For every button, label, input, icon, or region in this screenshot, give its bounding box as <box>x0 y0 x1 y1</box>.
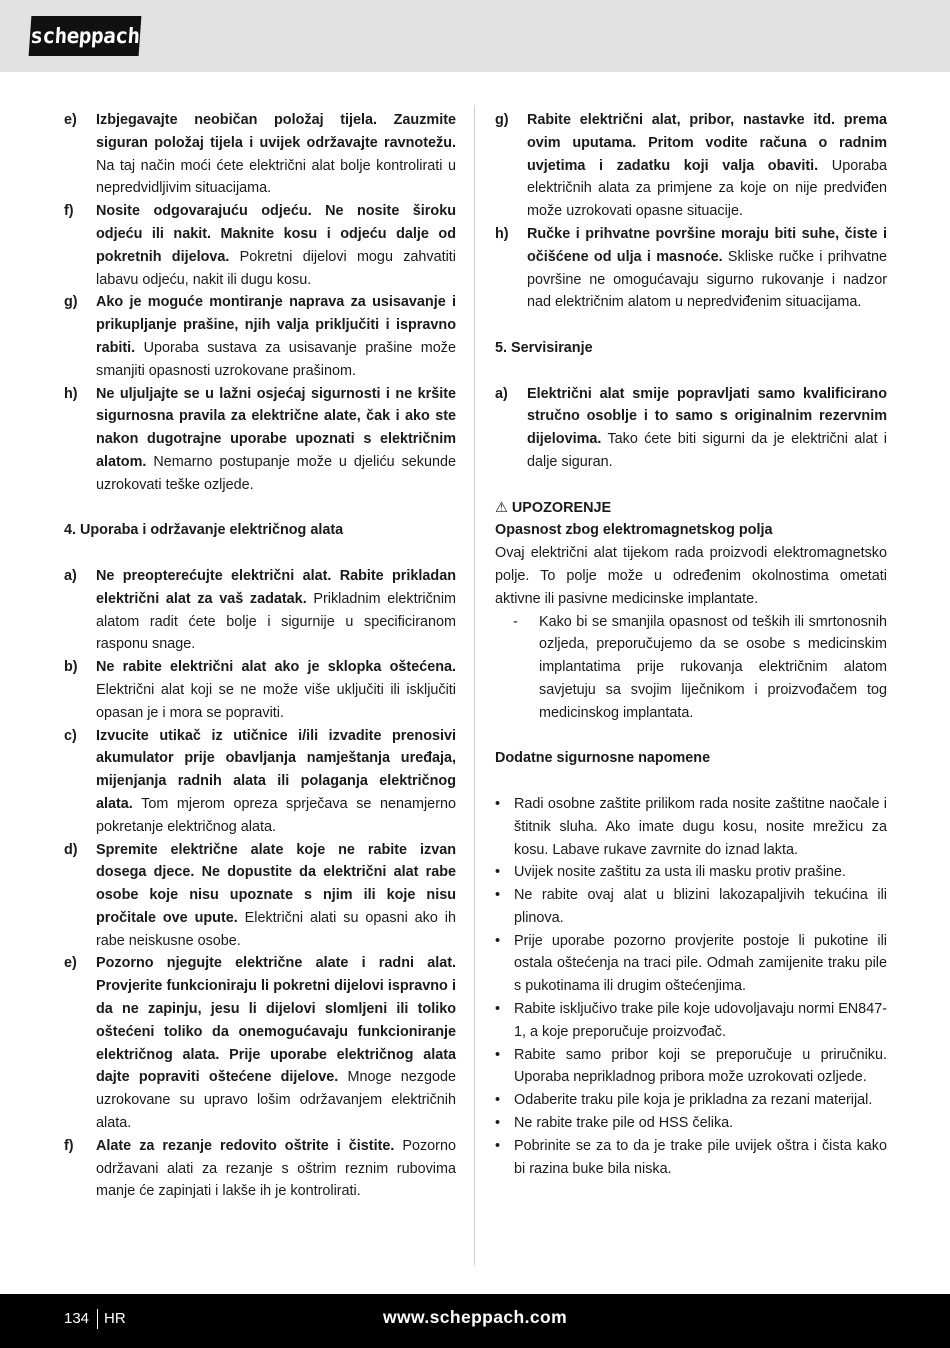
logo-text: scheppach <box>29 24 141 48</box>
item-bold-text: Električni alat smije popravljati samo kvalificirano stručno osoblje i to samo s originalnim rezervnim dijelovima. <box>527 385 887 448</box>
item-bold-text: Alate za rezanje redovito oštrite i čistite. <box>96 1137 395 1154</box>
page-number: 134 <box>64 1310 90 1327</box>
bullet-text: Rabite isključivo trake pile koje udovoljavaju normi EN847-1, a koje preporučuje proizvođač. <box>514 1001 887 1040</box>
bullet-marker: • <box>495 1137 501 1154</box>
right-items-a <box>495 109 887 314</box>
item-marker: a) <box>64 567 77 584</box>
bullet-text: Ne rabite trake pile od HSS čelika. <box>514 1115 734 1132</box>
item-normal-text: Na taj način moći ćete električni alat bolje kontrolirati u nepredvidljivim situacijama. <box>96 157 456 197</box>
list-item <box>64 565 456 656</box>
list-item <box>64 725 456 839</box>
item-bold-text: Pozorno njegujte električne alate i radni alat. Provjerite funkcioniraju li pokretni dijelovi ispravno i da ne zapinju, jesu li dijelovi slomljeni ili toliko oštećeni toliko da onemogućavaju funkcioniranje električnog alata. Prije uporabe električnog alata dajte popraviti oštećene dijelove. <box>96 955 456 1086</box>
bullet-item <box>495 793 887 861</box>
spacer <box>495 314 887 337</box>
spacer <box>495 360 887 383</box>
item-text <box>96 1135 456 1203</box>
dash-marker: - <box>513 613 518 630</box>
item-normal-text: Uporaba sustava za usisavanje prašine može smanjiti opasnosti uzrokovane prašinom. <box>96 339 456 379</box>
item-marker: c) <box>64 727 77 744</box>
item-text <box>96 839 456 953</box>
left-items-b <box>64 565 456 1203</box>
bullet-marker: • <box>495 1115 501 1132</box>
item-normal-text: Skliske ručke i prihvatne površine ne omogućavaju sigurno rukovanje i nadzor nad električnim alatom u nepredviđenim situacijama. <box>527 248 887 311</box>
list-item <box>495 109 887 223</box>
item-bold-text: Ako je moguće montiranje naprava za usisavanje i prikupljanje prašine, njih valja priključiti i ispravno rabiti. <box>96 294 456 356</box>
website-link[interactable]: www.scheppach.com <box>382 1307 568 1327</box>
bullet-item <box>495 930 887 998</box>
bullet-list <box>495 793 887 1181</box>
item-marker: h) <box>64 385 78 402</box>
item-text <box>96 656 456 724</box>
item-text <box>527 109 887 223</box>
item-text <box>527 383 887 474</box>
item-text <box>96 200 456 291</box>
list-item <box>495 383 887 474</box>
bullet-text: Radi osobne zaštite prilikom rada nosite zaštitne naočale i štitnik sluha. Ako imate dugu kosu, nosite mrežicu za kosu. Labave rukave zavrnite do iznad lakta. <box>514 795 887 858</box>
bullet-marker: • <box>495 1092 501 1109</box>
warning-dash-item <box>513 611 887 725</box>
bullet-item <box>495 998 887 1044</box>
item-text <box>527 223 887 314</box>
bullet-marker: • <box>495 887 501 904</box>
item-normal-text: Nemarno postupanje može u djeliću sekunde uzrokovati teške ozljede. <box>96 453 456 493</box>
item-normal-text: Pozorno održavani alati za rezanje s oštrim reznim rubovima manje će zapinjati i lakše ih je kontrolirati. <box>96 1137 456 1200</box>
bullet-marker: • <box>495 932 501 949</box>
header-bar <box>0 0 950 72</box>
spacer <box>495 770 887 793</box>
bullet-marker: • <box>495 1001 501 1018</box>
item-text <box>96 565 456 656</box>
item-bold-text: Izbjegavajte neobičan položaj tijela. Zauzmite siguran položaj tijela i uvijek održavajte ravnotežu. <box>96 112 456 151</box>
dash-text: Kako bi se smanjila opasnost od teških ili smrtonosnih ozljeda, preporučujemo da se osobe s medicinskim implantatima prije rukovanja električnim alatom savjetuju sa svojim liječnikom i proizvođačem tog medicinskog implantata. <box>539 613 887 721</box>
right-column <box>495 109 887 1180</box>
bullet-text: Prije uporabe pozorno provjerite postoje li pukotine ili ostala oštećenja na traci pile. Odmah zamijenite traku pile s pukotinama ili drugim oštećenjima. <box>514 932 887 995</box>
item-text <box>96 291 456 382</box>
list-item <box>64 952 456 1134</box>
list-item <box>64 656 456 724</box>
additional-safety-title: Dodatne sigurnosne napomene <box>495 750 711 767</box>
section-5-title: 5. Servisiranje <box>495 339 593 356</box>
item-text <box>96 952 456 1134</box>
item-marker: h) <box>495 225 509 242</box>
item-normal-text: Uporaba električnih alata za primjene za koje on nije predviđen može uzrokovati opasne situacije. <box>527 157 887 220</box>
item-text <box>96 383 456 497</box>
list-item <box>64 200 456 291</box>
bullet-item <box>495 884 887 930</box>
item-normal-text: Pokretni dijelovi mogu zahvatiti labavu odjeću, nakit ili dugu kosu. <box>96 248 456 288</box>
item-bold-text: Nosite odgovarajuću odjeću. Ne nosite široku odjeću ili nakit. Maknite kosu i odjeću dalje od pokretnih dijelova. <box>96 203 456 265</box>
bullet-marker: • <box>495 1046 501 1063</box>
brand-logo <box>29 16 142 56</box>
item-normal-text: Prikladnim električnim alatom radit ćete bolje i sigurnije u specificiranom rasponu snage. <box>96 590 456 653</box>
item-marker: g) <box>495 112 509 128</box>
list-item <box>64 109 456 200</box>
item-normal-text: Tom mjerom opreza sprječava se nenamjerno pokretanje električnog alata. <box>96 795 456 835</box>
spacer <box>64 497 456 520</box>
bullet-text: Rabite samo pribor koji se preporučuje u priručniku. Uporaba neprikladnog pribora može uzrokovati ozljede. <box>514 1046 887 1086</box>
bullet-marker: • <box>495 864 501 881</box>
item-marker: a) <box>495 385 508 402</box>
bullet-text: Pobrinite se za to da je trake pile uvijek oštra i čista kako bi razina buke bila niska. <box>514 1137 887 1177</box>
item-marker: g) <box>64 294 78 311</box>
list-item <box>64 383 456 497</box>
bullet-item <box>495 1044 887 1090</box>
bullet-marker: • <box>495 795 501 812</box>
warning-heading <box>495 497 887 520</box>
item-bold-text: Izvucite utikač iz utičnice i/ili izvadite prenosivi akumulator prije obavljanja namještanja uređaja, mijenjanja radnih alata ili polaganja električnog alata. <box>96 727 456 812</box>
item-bold-text: Spremite električne alate koje ne rabite izvan dosega djece. Ne dopustite da električni alat rabe osobe koje nisu upoznate s njim ili koje nisu pročitale ove upute. <box>96 841 456 926</box>
list-item <box>64 1135 456 1203</box>
item-bold-text: Ne rabite električni alat ako je sklopka oštećena. <box>96 659 456 676</box>
warning-title: UPOZORENJE <box>511 499 612 516</box>
spacer <box>495 725 887 748</box>
bullet-text: Uvijek nosite zaštitu za usta ili masku protiv prašine. <box>514 864 846 881</box>
item-bold-text: Ne uljuljajte se u lažni osjećaj sigurnosti i ne kršite sigurnosna pravila za električne alate, čak i ako ste nakon dugotrajne uporabe upoznati s električnim alatom. <box>96 385 456 470</box>
footer-bar <box>0 1294 950 1348</box>
list-item <box>64 839 456 953</box>
item-marker: e) <box>64 112 77 128</box>
spacer <box>495 474 887 497</box>
column-divider <box>474 105 475 1265</box>
item-bold-text: Rabite električni alat, pribor, nastavke itd. prema ovim uputama. Pritom vodite računa o radnim uvjetima i zadatku koji valja obaviti. <box>527 112 887 174</box>
item-normal-text: Tako ćete biti sigurni da je električni alat i dalje siguran. <box>527 431 887 470</box>
bullet-text: Odaberite traku pile koja je prikladna za rezani materijal. <box>514 1092 873 1109</box>
bullet-item <box>495 861 887 884</box>
spacer <box>64 542 456 565</box>
bullet-item <box>495 1112 887 1135</box>
right-items-b <box>495 383 887 474</box>
warning-subtitle: Opasnost zbog elektromagnetskog polja <box>495 522 773 539</box>
warning-icon: ⚠ <box>495 499 508 516</box>
item-text <box>96 109 456 200</box>
bullet-text: Ne rabite ovaj alat u blizini lakozapaljivih tekućina ili plinova. <box>514 887 887 926</box>
item-marker: f) <box>64 203 74 220</box>
item-marker: e) <box>64 955 77 972</box>
item-bold-text: Ručke i prihvatne površine moraju biti suhe, čiste i očišćene od ulja i masnoće. <box>527 225 887 265</box>
section-4-title: 4. Uporaba i održavanje električnog alata <box>64 522 344 539</box>
item-normal-text: Električni alat koji se ne može više uključiti ili isključiti opasan je i mora se popraviti. <box>96 681 456 721</box>
item-normal-text: Mnoge nezgode uzrokovane su upravo lošim održavanjem električnih alata. <box>96 1069 456 1132</box>
item-marker: f) <box>64 1137 74 1154</box>
list-item <box>64 291 456 382</box>
item-normal-text: Električni alati su opasni ako ih rabe neiskusne osobe. <box>96 909 456 949</box>
bullet-item <box>495 1135 887 1181</box>
item-bold-text: Ne preopterećujte električni alat. Rabite prikladan električni alat za vaš zadatak. <box>96 567 456 607</box>
list-item <box>495 223 887 314</box>
language-code: HR <box>104 1310 126 1327</box>
bullet-item <box>495 1089 887 1112</box>
item-marker: d) <box>64 841 78 858</box>
left-items-a <box>64 109 456 497</box>
warning-text: Ovaj električni alat tijekom rada proizvodi elektromagnetsko polje. To polje može u određenim okolnostima ometati aktivne ili pasivne medicinske implantate. <box>495 545 887 607</box>
item-marker: b) <box>64 659 78 676</box>
left-column <box>64 109 456 1203</box>
item-text <box>96 725 456 839</box>
